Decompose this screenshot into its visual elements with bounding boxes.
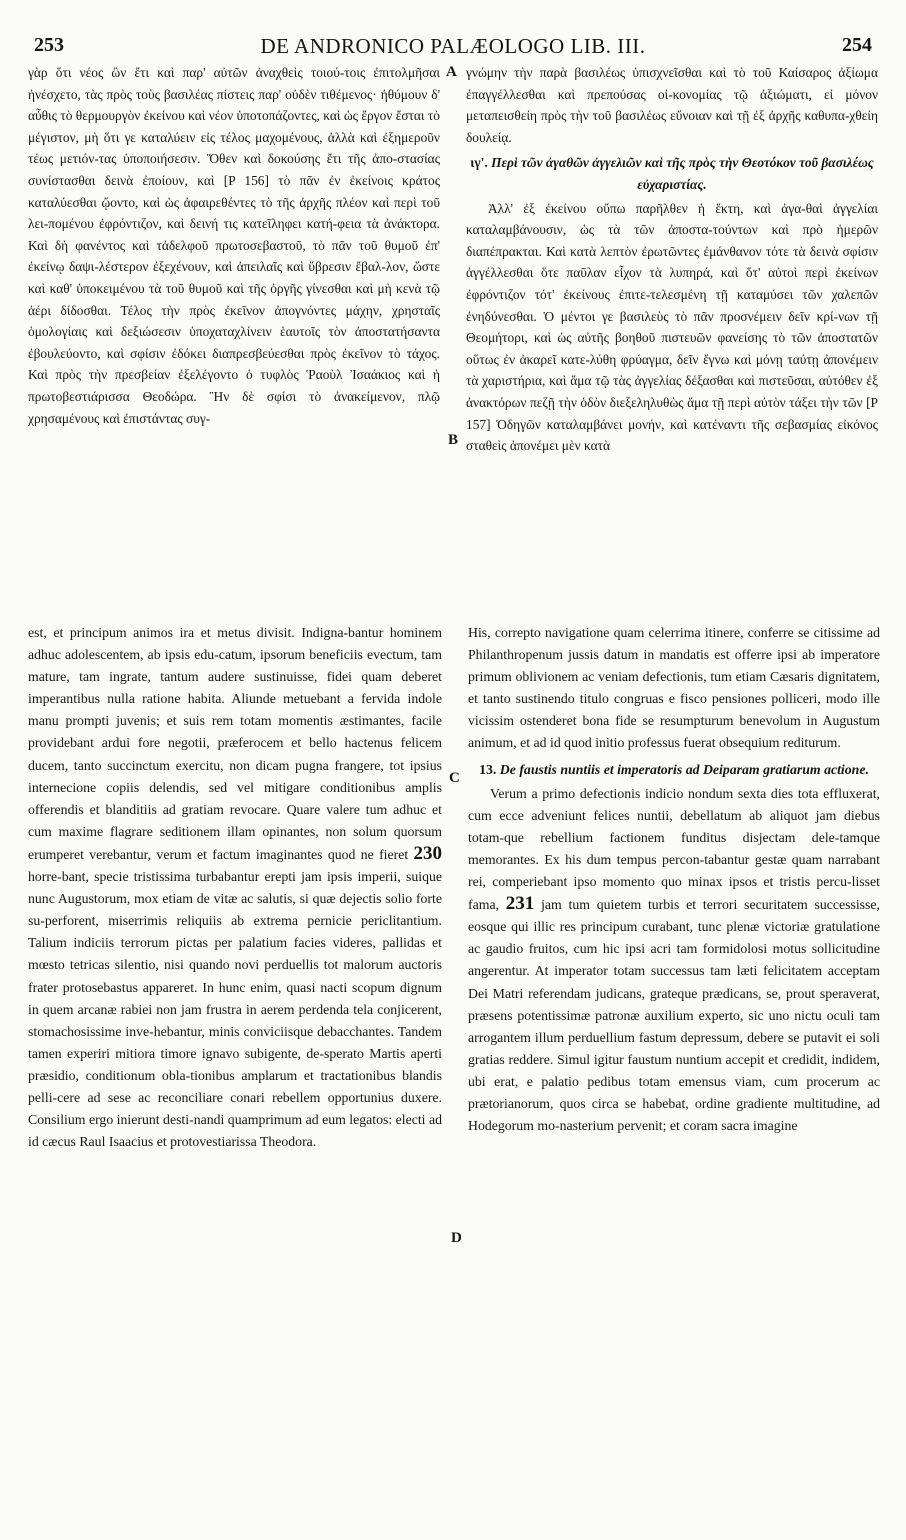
column-number-231: 231	[505, 893, 535, 915]
latin-right-paragraph-1: His, correpto navigatione quam celerrima itinere, conferre se citissime ad Philanthropenum jussis datum in mandatis est offerre ipsi ab imperatore primum oblivionem ac veniam defectionis, tum etiam Cæsaris dignitatem, et tanto sustinendo titulo congruas e fisco pensiones polliceri, modo ille vicissim ostenderet bona fide se resumpturum benevolum in Augustum animum, et ad id quod initio professus fuerat obsequium rediturum.	[468, 625, 880, 751]
column-number-230: 230	[413, 842, 442, 864]
margin-marker-a: A	[446, 64, 457, 80]
greek-column-right	[466, 62, 878, 612]
latin-right-paragraph-2	[468, 783, 880, 1138]
latin-section-heading	[468, 759, 880, 781]
latin-left-text-after: horre-bant, specie tristissima turbabantur erepti jam ipsis imperii, suique nunc Augustorum, mox etiam de vitæ ac salutis, si quæ dejectis solio forte su-perforent, miserrimis reliquiis ab extrema pernicie periclitantium. Talium indiciis terrorum pictas per palatium facies videres, pallidas et mœsto tetricas silentio, nisi quando novi perduellis tot malorum auctoris frater protosebastus appareret. In hunc enim, quasi nacti scopum dignum in quem arcanæ rabiei non jam frustra in aerem perdenda tela conjicerent, stomachosissime inve-hebantur, minis conviciisque debacchantes. Tandem tamen experiri mitiora timore ignavo subigente, de-sperato Martis aperti præsidio, conditionum obla-tionibus amplarum et tractationibus blandis pelli-cere ad sese ac reconciliare conari rebellem opportunius duxere. Consilium ergo inierunt desti-nandi quamprimum ad eum legatos: electi ad id cæcus Raul Isaacius et protovestiarissa Theodora.	[28, 869, 442, 1150]
margin-marker-b: B	[448, 432, 459, 448]
running-header	[34, 34, 872, 60]
latin-right-text-before: Verum a primo defectionis indicio nondum sexta dies tota effluxerat, cum ecce adveniunt felices nuntii, debellatum ab aliquot jam diebus totam-que rebellium factionem funditus disjectam dele-tamque memorantes. Ex his dum tempus percon-tabantur gestæ quam narrabant rei, comperiebant ipso momento quo minax ipsos et tristis percu-lisset fama,	[468, 785, 880, 913]
right-page-number: 254	[842, 34, 872, 56]
latin-left-paragraph	[28, 622, 442, 1153]
greek-left-paragraph: γὰρ ὅτι νέος ὢν ἔτι καὶ παρ' αὐτῶν ἀναχθεὶς τοιού-τοις ἐπιτολμῆσαι ἠνέσχετο, τὰς πρὸς τοὺς βασιλέας πίστεις παρ' οὐδὲν τιθέμενος· ἠθύμουν δ' αὖθις τὸ θερμουργὸν ἐκείνου καὶ νέον ὑποτοπάζοντες, καὶ ὡς ἔργον ἔσται τὸ μέγιστον, μὴ ὅτι γε καταλύειν εἰς τέλος μαχομένους, ἀλλὰ καὶ ἐξημεροῦν τέως μετιόν-τας ὑποποιήσεσιν. Ὅθεν καὶ δοκούσης ἔτι τῆς ἀπο-στασίας συνίστασθαι δεινὰ ἐποίουν, καὶ [P 156] τὸ πᾶν ἐν ἐκείνοις κράτος καταλύεσθαι ᾤοντο, καὶ ὡς ἀφαιρεθέντες τὸ τῆς ἀρχῆς πλέον καὶ περὶ τοῦ λει-πομένου ἐφρόντιζον, καὶ δεινή τις κατεῖληφει κατή-φεια τὰ ἀνάκτορα. Καὶ δὴ φανέντος καὶ τἀδελφοῦ πρωτοσεβαστοῦ, τὸ πᾶν τοῦ θυμοῦ ἐπ' ἐκείνῳ δαψι-λέστερον ἐξεχένουν, καὶ ἀπειλαῖς καὶ ὕβρεσιν ἔβαλ-λον, ὥστε καὶ καθ' ὑποκειμένου τὰ τοῦ θυμοῦ καὶ τῆς ὀργῆς γίνεσθαι καὶ μὴ κενὰ τῷ ἀέρι δίδοσθαι. Τέλος τὴν πρὸς ἐκεῖνον ἀπογνόντες μάχην, χρησταῖς ὁμολογίαις καὶ δεξιώσεσιν ὑποχαταχλίνειν ἑαυτοῖς τὸν ἀποστατήσαντα ἐβουλεύοντο, καὶ σφίσιν ἐδόκει διαπρεσβεύεσθαι πρὸς ἐκεῖνον τὸ τάχος. Καὶ πρὸς τὴν πρεσβείαν ἐξελέγοντο ὁ τυφλὸς Ῥαοὺλ Ἰσαάκιος καὶ ἡ πρωτοβεστιάρισσα Θεοδώρα. Ἣν δὲ σφίσι τὸ ἀνακείμενον, πλῷ χρησαμένους καὶ ἐπιστάντας συγ-	[28, 65, 440, 426]
greek-right-paragraph-1: γνώμην τὴν παρὰ βασιλέως ὑπισχνεῖσθαι καὶ τὸ τοῦ Καίσαρος ἀξίωμα ἐπαγγέλλεσθαι καὶ πρεπούσας οἰ-κονομίας τῷ ἀξιώματι, εἰ μόνον μεταπεισθείη πρὸς τὴν τοῦ βασιλέως εὔνοιαν καὶ τῇ ἐξ ἀρχῆς καθυπα-χθείη δουλείᾳ.	[466, 65, 878, 145]
latin-left-text-before: est, et principum animos ira et metus divisit. Indigna-bantur hominem adhuc adolescentem, ab ipsis edu-catum, ipsorum beneficiis evectum, tam mature, tam ingrate, tantum audere sustinuisse, fidei quam deberet imperantibus nulla ratione habita. Aliunde metuebant a fervida indole manu prompti juvenis; et suis rem totam momentis æstimantes, facile providebant ardui fore negotii, præferocem et bello hactenus felicem ducem, tanto succinctum exercitu, non dicam pugna frangere, tot ipsius internecione copiis delendis, sed vel mitigare conditionibus amplis offerendis et blanditiis ad gratiam revocare. Quare valere tum adhuc et cum maxime flagrare seditionem illam opinantes, non solum quorsum erumperet verebantur, verum et factum imaginantes quod ne fieret	[28, 625, 442, 862]
margin-marker-c: C	[449, 770, 460, 786]
latin-column-right	[468, 622, 880, 1522]
greek-column-left	[28, 62, 440, 592]
greek-section-heading	[466, 152, 878, 195]
margin-marker-d: D	[451, 1230, 462, 1246]
latin-section-title: De faustis nuntiis et imperatoris ad Deiparam gratiarum actione.	[499, 761, 869, 777]
latin-column-left	[28, 622, 442, 1522]
greek-section-title: Περὶ τῶν ἀγαθῶν ἀγγελιῶν καὶ τῆς πρὸς τὴν Θεοτόκον τοῦ βασιλέως εὐχαριστίας.	[491, 155, 874, 192]
latin-section-number: 13.	[479, 761, 497, 777]
greek-section-number: ιγ'.	[470, 155, 488, 171]
left-page-number: 253	[34, 34, 64, 56]
latin-right-text-after: jam tum quietem turbis et terrori securitatem successisse, eosque qui illic res principum curabant, tunc plenæ victoriæ gratulatione ac gaudio fruitos, cum hic ipsi acri tam formidolosi motus sollicitudine angerentur. At imperator totam successus tam læti felicitatem acceptam Dei Matri referendam judicans, grateque prædicans, se, prout speraverat, præsens potentissimæ patronæ auxilium experto, sic uno nictu oculi tam arrogantem illum perduellium fastum depressum, debere se putavit ei soli gratias reddere. Simul igitur faustum nuntium accepit et credidit, indidem, ubi erat, e palatio pedibus totam emensus viam, cum procerum ac prætorianorum, quos circa se habebat, ordine gradiente multitudine, ad Hodegorum mo-nasterium pervenit; et coram sacra imagine	[468, 897, 880, 1134]
running-title: DE ANDRONICO PALÆOLOGO LIB. III.	[260, 34, 646, 58]
greek-right-paragraph-2: Ἀλλ' ἐξ ἐκείνου οὔπω παρῆλθεν ἡ ἕκτη, καὶ ἀγα-θαὶ ἀγγελίαι καταλαμβάνουσιν, ὡς τὰ τῶν ἀποστα-τούντων καὶ πρὸ ἡμερῶν διαπέπρακται. Καὶ κατὰ λεπτὸν ἐρωτῶντες ἐμάνθανον τότε τὰ δεινὰ σφίσιν ἀγγέλλεσθαι ὅτε παῦλαν εἶχον τὰ λυπηρά, καὶ ὅτ' αὐτοὶ περὶ ἐκείνων ἐφρόντιζον τότ' ἐκείνους ἐπιτε-τελεσμένη τῇ καταμύσει τῶν χαλεπῶν ἐνηδύνεσθαι. Ὁ μέντοι γε βασιλεὺς τὸ πᾶν προσνέμειν δεῖν κρί-νων τῇ Θεομήτορι, καὶ ὡς αὐτῆς βοηθοῦ πιστευῶν φανείσης τὸ τῶν ἀποστατῶν οὕτως ἐν ἀκαρεῖ κατε-λύθη φρύαγμα, δεῖν ἔγνω καὶ μόνῃ ταύτῃ ἀπονέμειν τὰ χαριστήρια, καὶ ἅμα τῷ τὰς ἀγγελίας δέξασθαι καὶ πιστεῦσαι, αὐτόθεν ἐξ ἀνακτόρων πεζῇ τὴν ὁδὸν διεξεληλυθὼς ἅμα τῇ περὶ αὐτὸν τάξει τὴν τῶν [P 157] Ὁδηγῶν καταλαμβάνει μονήν, καὶ κατέναντι τῆς σεβασμίας εἰκόνος σταθεὶς ἀπονέμει μὲν κατὰ	[466, 200, 878, 454]
